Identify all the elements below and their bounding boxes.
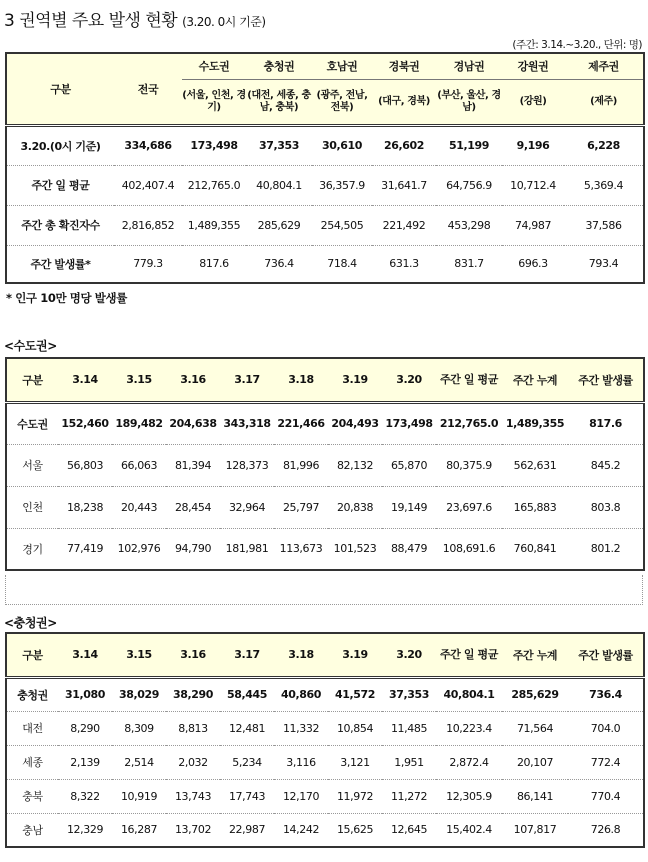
cell: 20,443	[112, 486, 166, 528]
cell: 56,803	[58, 444, 112, 486]
cell: 128,373	[220, 444, 274, 486]
cell: 65,870	[382, 444, 436, 486]
row-label: 주간 총 확진자수	[6, 205, 114, 245]
cell: 10,919	[112, 779, 166, 813]
cell: 285,629	[246, 205, 312, 245]
row-label: 충남	[6, 813, 58, 847]
cell: 736.4	[246, 245, 312, 283]
cell: 38,029	[112, 677, 166, 711]
cell: 40,860	[274, 677, 328, 711]
cell: 189,482	[112, 402, 166, 444]
header-region-detail: (제주)	[564, 79, 644, 125]
cell: 12,305.9	[436, 779, 502, 813]
cell: 80,375.9	[436, 444, 502, 486]
cell: 81,394	[166, 444, 220, 486]
header-row	[6, 633, 644, 677]
cell: 31,080	[58, 677, 112, 711]
table-row	[6, 205, 644, 245]
col-header: 3.16	[166, 633, 220, 677]
col-header: 3.17	[220, 633, 274, 677]
cell: 779.3	[114, 245, 182, 283]
col-header: 3.20	[382, 633, 436, 677]
table-row	[6, 165, 644, 205]
cell: 37,586	[564, 205, 644, 245]
capital-region-table	[5, 357, 645, 571]
cell: 793.4	[564, 245, 644, 283]
cell: 402,407.4	[114, 165, 182, 205]
table-row	[6, 245, 644, 283]
header-region-detail: (강원)	[502, 79, 564, 125]
cell: 631.3	[372, 245, 436, 283]
cell: 285,629	[502, 677, 568, 711]
header-row	[6, 358, 644, 402]
col-header: 주간 일 평균	[436, 358, 502, 402]
cell: 817.6	[182, 245, 246, 283]
cell: 51,199	[436, 125, 502, 165]
table-row	[6, 677, 644, 711]
cell: 845.2	[568, 444, 644, 486]
header-region: 충청권	[246, 53, 312, 79]
cell: 37,353	[382, 677, 436, 711]
table-row	[6, 402, 644, 444]
cell: 696.3	[502, 245, 564, 283]
unit-note: (주간: 3.14.~3.20., 단위: 명)	[512, 39, 642, 51]
cell: 181,981	[220, 528, 274, 570]
row-label: 경기	[6, 528, 58, 570]
cell: 772.4	[568, 745, 644, 779]
cell: 718.4	[312, 245, 372, 283]
header-region-detail: (대구, 경북)	[372, 79, 436, 125]
row-label: 주간 일 평균	[6, 165, 114, 205]
cell: 88,479	[382, 528, 436, 570]
cell: 221,466	[274, 402, 328, 444]
table-row	[6, 486, 644, 528]
cell: 212,765.0	[182, 165, 246, 205]
row-label: 서울	[6, 444, 58, 486]
table-row	[6, 745, 644, 779]
col-header: 구분	[6, 358, 58, 402]
col-header: 주간 발생률	[568, 633, 644, 677]
cell: 94,790	[166, 528, 220, 570]
cell: 5,234	[220, 745, 274, 779]
cell: 15,625	[328, 813, 382, 847]
cell: 86,141	[502, 779, 568, 813]
cell: 13,743	[166, 779, 220, 813]
header-region-detail: (광주, 전남, 전북)	[312, 79, 372, 125]
cell: 40,804.1	[436, 677, 502, 711]
cell: 5,369.4	[564, 165, 644, 205]
cell: 36,357.9	[312, 165, 372, 205]
cell: 165,883	[502, 486, 568, 528]
cell: 37,353	[246, 125, 312, 165]
header-region: 제주권	[564, 53, 644, 79]
row-label: 3.20.(0시 기준)	[6, 125, 114, 165]
cell: 12,481	[220, 711, 274, 745]
col-header: 3.15	[112, 633, 166, 677]
cell: 25,797	[274, 486, 328, 528]
section-title-capital: <수도권>	[4, 339, 57, 353]
cell: 12,170	[274, 779, 328, 813]
table-row	[6, 444, 644, 486]
cell: 74,987	[502, 205, 564, 245]
table-row	[6, 125, 644, 165]
cell: 16,287	[112, 813, 166, 847]
cell: 23,697.6	[436, 486, 502, 528]
cell: 2,032	[166, 745, 220, 779]
header-region-detail: (서울, 인천, 경기)	[182, 79, 246, 125]
cell: 26,602	[372, 125, 436, 165]
header-region-detail: (부산, 울산, 경남)	[436, 79, 502, 125]
cell: 8,290	[58, 711, 112, 745]
cell: 1,489,355	[182, 205, 246, 245]
cell: 28,454	[166, 486, 220, 528]
col-header: 3.18	[274, 633, 328, 677]
cell: 22,987	[220, 813, 274, 847]
cell: 20,838	[328, 486, 382, 528]
cell: 817.6	[568, 402, 644, 444]
cell: 2,514	[112, 745, 166, 779]
cell: 113,673	[274, 528, 328, 570]
title-main: 3 권역별 주요 발생 현황	[4, 11, 178, 31]
footnote: * 인구 10만 명당 발생률	[6, 291, 127, 305]
cell: 726.8	[568, 813, 644, 847]
cell: 152,460	[58, 402, 112, 444]
cell: 58,445	[220, 677, 274, 711]
regional-summary-table	[5, 52, 645, 284]
header-national: 전국	[114, 53, 182, 125]
cell: 212,765.0	[436, 402, 502, 444]
header-corner: 구분	[6, 53, 114, 125]
cell: 453,298	[436, 205, 502, 245]
header-region: 강원권	[502, 53, 564, 79]
row-label: 대전	[6, 711, 58, 745]
cell: 204,638	[166, 402, 220, 444]
col-header: 3.18	[274, 358, 328, 402]
cell: 11,972	[328, 779, 382, 813]
cell: 32,964	[220, 486, 274, 528]
col-header: 구분	[6, 633, 58, 677]
cell: 173,498	[382, 402, 436, 444]
header-region: 경북권	[372, 53, 436, 79]
cell: 173,498	[182, 125, 246, 165]
row-label: 충청권	[6, 677, 58, 711]
cell: 82,132	[328, 444, 382, 486]
cell: 12,329	[58, 813, 112, 847]
cell: 81,996	[274, 444, 328, 486]
cell: 30,610	[312, 125, 372, 165]
cell: 38,290	[166, 677, 220, 711]
cell: 3,116	[274, 745, 328, 779]
page-title	[4, 6, 266, 31]
table-row	[6, 813, 644, 847]
cell: 107,817	[502, 813, 568, 847]
cell: 3,121	[328, 745, 382, 779]
cell: 8,813	[166, 711, 220, 745]
section-title-chungcheong: <충청권>	[4, 616, 57, 630]
cell: 254,505	[312, 205, 372, 245]
cell: 736.4	[568, 677, 644, 711]
table-row	[6, 779, 644, 813]
header-region: 수도권	[182, 53, 246, 79]
cell: 8,322	[58, 779, 112, 813]
cell: 41,572	[328, 677, 382, 711]
cell: 1,489,355	[502, 402, 568, 444]
col-header: 3.17	[220, 358, 274, 402]
cell: 20,107	[502, 745, 568, 779]
section-spacer	[5, 575, 643, 605]
cell: 803.8	[568, 486, 644, 528]
col-header: 주간 누계	[502, 633, 568, 677]
cell: 831.7	[436, 245, 502, 283]
header-region-detail: (대전, 세종, 충남, 충북)	[246, 79, 312, 125]
cell: 19,149	[382, 486, 436, 528]
cell: 102,976	[112, 528, 166, 570]
col-header: 3.19	[328, 358, 382, 402]
col-header: 3.16	[166, 358, 220, 402]
cell: 66,063	[112, 444, 166, 486]
cell: 11,332	[274, 711, 328, 745]
cell: 10,854	[328, 711, 382, 745]
cell: 12,645	[382, 813, 436, 847]
title-sub: (3.20. 0시 기준)	[182, 15, 266, 29]
cell: 13,702	[166, 813, 220, 847]
cell: 71,564	[502, 711, 568, 745]
cell: 221,492	[372, 205, 436, 245]
cell: 2,139	[58, 745, 112, 779]
col-header: 3.14	[58, 633, 112, 677]
cell: 9,196	[502, 125, 564, 165]
col-header: 주간 누계	[502, 358, 568, 402]
cell: 8,309	[112, 711, 166, 745]
table-row	[6, 711, 644, 745]
cell: 10,712.4	[502, 165, 564, 205]
cell: 40,804.1	[246, 165, 312, 205]
cell: 31,641.7	[372, 165, 436, 205]
col-header: 3.19	[328, 633, 382, 677]
cell: 770.4	[568, 779, 644, 813]
cell: 18,238	[58, 486, 112, 528]
table-row	[6, 528, 644, 570]
cell: 204,493	[328, 402, 382, 444]
cell: 2,816,852	[114, 205, 182, 245]
cell: 343,318	[220, 402, 274, 444]
cell: 14,242	[274, 813, 328, 847]
cell: 6,228	[564, 125, 644, 165]
cell: 11,485	[382, 711, 436, 745]
col-header: 3.20	[382, 358, 436, 402]
row-label: 주간 발생률*	[6, 245, 114, 283]
cell: 760,841	[502, 528, 568, 570]
chungcheong-region-table	[5, 632, 645, 848]
cell: 11,272	[382, 779, 436, 813]
cell: 2,872.4	[436, 745, 502, 779]
cell: 101,523	[328, 528, 382, 570]
row-label: 수도권	[6, 402, 58, 444]
col-header: 3.15	[112, 358, 166, 402]
cell: 15,402.4	[436, 813, 502, 847]
col-header: 3.14	[58, 358, 112, 402]
header-region: 경남권	[436, 53, 502, 79]
header-region: 호남권	[312, 53, 372, 79]
cell: 77,419	[58, 528, 112, 570]
row-label: 세종	[6, 745, 58, 779]
cell: 10,223.4	[436, 711, 502, 745]
col-header: 주간 일 평균	[436, 633, 502, 677]
cell: 334,686	[114, 125, 182, 165]
cell: 562,631	[502, 444, 568, 486]
cell: 108,691.6	[436, 528, 502, 570]
col-header: 주간 발생률	[568, 358, 644, 402]
row-label: 인천	[6, 486, 58, 528]
cell: 64,756.9	[436, 165, 502, 205]
cell: 704.0	[568, 711, 644, 745]
cell: 801.2	[568, 528, 644, 570]
row-label: 충북	[6, 779, 58, 813]
cell: 1,951	[382, 745, 436, 779]
cell: 17,743	[220, 779, 274, 813]
